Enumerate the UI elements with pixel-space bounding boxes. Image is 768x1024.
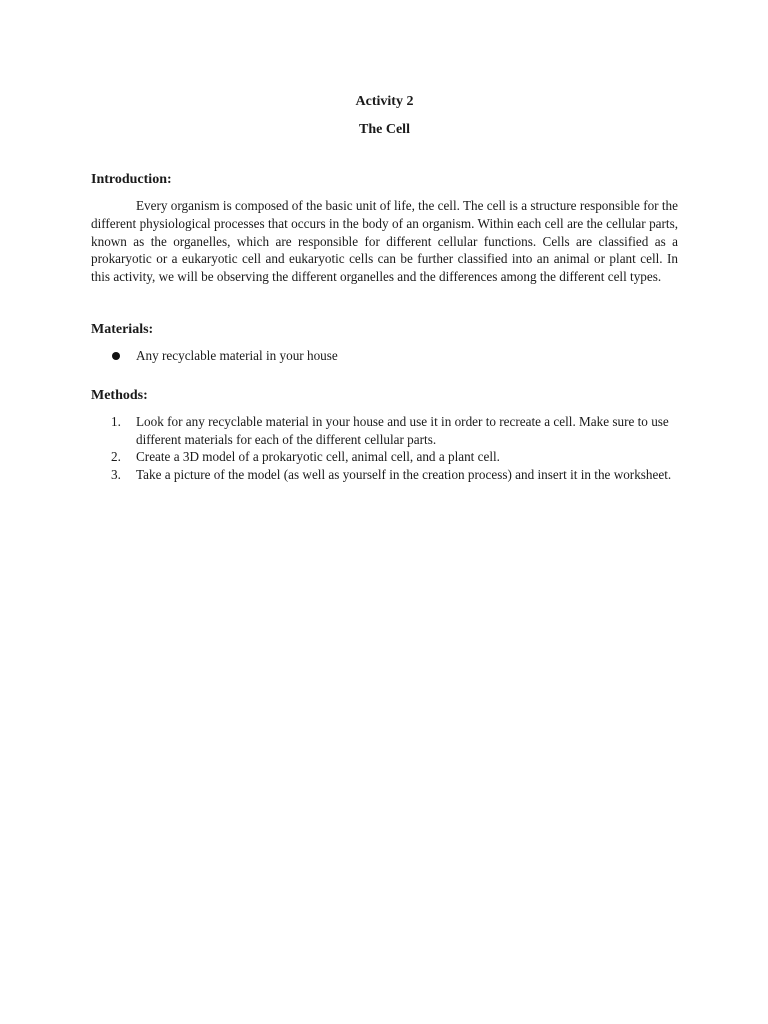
- introduction-section: [91, 171, 678, 286]
- materials-list: [91, 347, 678, 365]
- methods-section: [91, 387, 678, 484]
- step-text: Create a 3D model of a prokaryotic cell, animal cell, and a plant cell.: [136, 449, 500, 465]
- materials-section: [91, 321, 678, 365]
- step-text: Take a picture of the model (as well as yourself in the creation process) and insert it in the worksheet.: [136, 467, 672, 483]
- activity-subtitle: The Cell: [359, 122, 410, 137]
- bullet-icon: [112, 352, 120, 360]
- introduction-heading: Introduction:: [91, 172, 172, 187]
- step-text: Look for any recyclable material in your house and use it in order to recreate a cell. Make sure to use different materials for each of the different cellular parts.: [136, 413, 669, 447]
- step-number: 1.: [111, 413, 121, 429]
- methods-step: [91, 466, 678, 484]
- materials-list-item: [91, 347, 678, 365]
- methods-step: [91, 448, 678, 466]
- introduction-paragraph: Every organism is composed of the basic unit of life, the cell. The cell is a structure responsible for the different physiological processes that occurs in the body of an organism. Within each cell are the cellular parts, known as the organelles, which are responsible for different cellular functions. Cells are classified as a prokaryotic or a eukaryotic cell and eukaryotic cells can be further classified into an animal or plant cell. In this activity, we will be observing the different organelles and the differences among the different cell types.: [91, 198, 678, 285]
- methods-step: [91, 413, 678, 449]
- methods-heading: Methods:: [91, 387, 148, 403]
- step-number: 2.: [111, 449, 121, 465]
- step-number: 3.: [111, 467, 121, 483]
- materials-item-text: Any recyclable material in your house: [136, 347, 338, 363]
- methods-list: [91, 413, 678, 484]
- materials-heading: Materials:: [91, 321, 154, 337]
- activity-title: Activity 2: [355, 94, 414, 109]
